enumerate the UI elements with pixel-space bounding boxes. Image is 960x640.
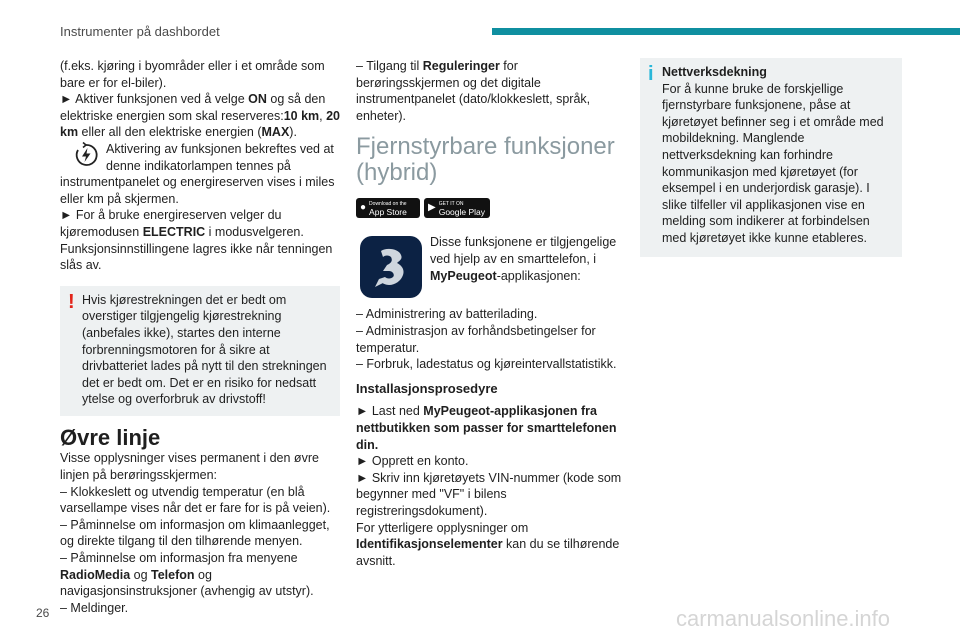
warning-text: Hvis kjørestrekningen det er bedt om overstiger tilgjengelig kjørestrekning (anbefales ikke), startes den interne forbrenningsmotoren for å sikre at drivbatteriet lades på nytt til den strekningen det er bedt om. Det er en risiko for nedsatt ytelse og overforbruk av drivstoff! <box>82 292 327 407</box>
google-play-icon: ▶ <box>428 202 436 214</box>
list-item: – Påminnelse om informasjon fra menyene RadioMedia og Telefon og navigasjonsinstruksjoner (avhengig av utstyr). <box>60 551 314 599</box>
section-heading: Fjernstyrbare funksjoner (hybrid) <box>356 133 615 187</box>
energy-reserve-indicator-icon <box>72 141 100 169</box>
warning-icon: ! <box>68 290 75 313</box>
app-description-text: Disse funksjonene er tilgjengelige ved hjelp av en smarttelefon, i MyPeugeot-applikasjonen: <box>430 235 617 283</box>
list-item: – Påminnelse om informasjon om klimaanlegget, og direkte tilgang til den tilhørende menyen. <box>60 517 330 549</box>
section-heading: Øvre linje <box>60 424 161 450</box>
header-title: Instrumenter på dashbordet <box>60 24 220 39</box>
list-item: – Administrasjon av forhåndsbetingelser for temperatur. <box>356 323 596 355</box>
app-store-badge[interactable]: ● Download on the App Store <box>356 198 420 218</box>
peugeot-logo-icon <box>360 236 422 298</box>
step: ► Skriv inn kjøretøyets VIN-nummer (kode som begynner med "VF" i bilens registreringsdokument). <box>356 470 622 518</box>
subheading: Installasjonsprosedyre <box>356 380 498 396</box>
step: ► Last ned MyPeugeot-applikasjonen fra nettbutikken som passer for smarttelefonen din. <box>356 404 617 452</box>
warning-note <box>60 286 340 416</box>
watermark: carmanualsonline.info <box>676 606 891 631</box>
paragraph: Visse opplysninger vises permanent i den øvre linjen på berøringsskjermen: <box>60 451 319 483</box>
paragraph: ► Aktiver funksjonen ved å velge ON og så den elektriske energien som skal reserveres:10 km, 20 km eller all den elektriske energien (MAX). <box>60 92 341 140</box>
list-item: – Administrering av batterilading. <box>356 307 538 322</box>
list-item: – Forbruk, ladestatus og kjøreintervallstatistikk. <box>356 357 617 372</box>
info-text: For å kunne bruke de forskjellige fjernstyrbare funksjonene, påse at kjøretøyet befinner seg i et område med mobildekning. Manglende nettverksdekning kan forhindre kommunikasjon med kjøretøyet (for eksempel i en underjordisk garasje). I slike tilfeller vil applikasjonen vise en melding som indikerer at forbindelsen med kjøretøyet ikke kunne etableres. <box>662 81 884 245</box>
step: ► Opprett en konto. <box>356 454 469 469</box>
paragraph: Aktivering av funksjonen bekreftes ved at denne indikatorlampen tennes på instrumentpanelet og energireserven vises i miles eller km på skjermen. <box>60 141 335 206</box>
app-description <box>356 230 624 298</box>
info-title: Nettverksdekning <box>662 65 767 79</box>
header-accent-bar <box>492 28 960 35</box>
column-left <box>60 58 340 616</box>
paragraph: – Tilgang til Reguleringer for berøringsskjermen og det digitale instrumentpanelet (dato/klokkeslett, språk, enheter). <box>356 59 591 123</box>
google-play-badge[interactable]: ▶ GET IT ON Google Play <box>424 198 490 218</box>
apple-icon: ● <box>360 202 367 214</box>
column-middle <box>356 58 624 569</box>
column-right <box>640 58 902 257</box>
store-badges <box>356 198 624 218</box>
paragraph: ► For å bruke energireserven velger du kjøremodusen ELECTRIC i modusvelgeren. Funksjonsinnstillingene lagres ikke når tenningen slås av. <box>60 208 333 273</box>
list-item: – Klokkeslett og utvendig temperatur (en blå varsellampe vises når det er fare for is på veien). <box>60 484 331 516</box>
page-number: 26 <box>36 606 50 620</box>
info-icon: i <box>648 63 654 85</box>
paragraph: (f.eks. kjøring i byområder eller i et område som bare er for el-biler). <box>60 59 325 90</box>
info-note <box>640 58 902 257</box>
paragraph: For ytterligere opplysninger om Identifikasjonselementer kan du se tilhørende avsnitt. <box>356 520 620 568</box>
list-item: – Meldinger. <box>60 600 129 615</box>
